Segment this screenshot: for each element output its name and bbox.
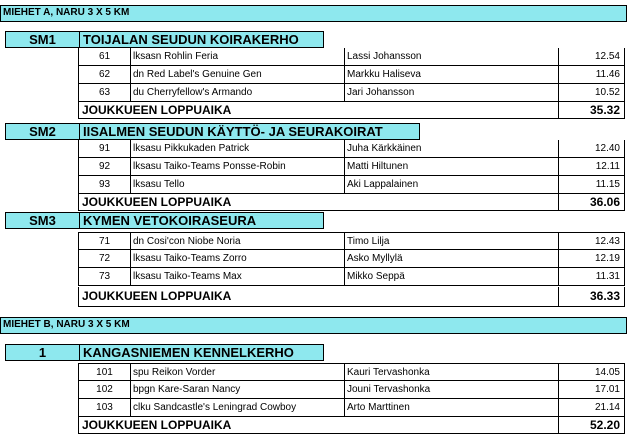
team-rank: SM3 [5, 212, 80, 229]
bib-number: 62 [78, 66, 131, 84]
leg-time: 11.31 [559, 268, 625, 286]
team-total-label: JOUKKUEEN LOPPUAIKA [78, 287, 559, 307]
team-rank: SM1 [5, 31, 80, 48]
table-row [78, 84, 625, 102]
dog-name: lksasu Taiko-Teams Ponsse-Robin [131, 158, 345, 176]
driver-name: Lassi Johansson [345, 48, 559, 66]
bib-number: 71 [78, 233, 131, 250]
table-row [78, 66, 625, 84]
team-total-label: JOUKKUEEN LOPPUAIKA [78, 194, 559, 211]
section-header [0, 5, 627, 22]
table-row [78, 250, 625, 268]
bib-number: 92 [78, 158, 131, 176]
leg-time: 12.43 [559, 233, 625, 250]
dog-name: dn Red Label's Genuine Gen [131, 66, 345, 84]
dog-name: lksasu Tello [131, 176, 345, 194]
leg-time: 12.19 [559, 250, 625, 268]
driver-name: Kauri Tervashonka [345, 364, 559, 381]
team-header [5, 344, 324, 361]
section-title: MIEHET B, NARU 3 X 5 KM [3, 319, 130, 330]
team-name: TOIJALAN SEUDUN KOIRAKERHO [80, 31, 324, 48]
team-total-label: JOUKKUEEN LOPPUAIKA [78, 417, 559, 434]
driver-name: Jari Johansson [345, 84, 559, 102]
team-total-time: 52.20 [559, 417, 625, 434]
driver-name: Markku Haliseva [345, 66, 559, 84]
dog-name: bpgn Kare-Saran Nancy [131, 381, 345, 399]
bib-number: 93 [78, 176, 131, 194]
bib-number: 103 [78, 399, 131, 417]
driver-name: Mikko Seppä [345, 268, 559, 286]
dog-name: lksasu Taiko-Teams Max [131, 268, 345, 286]
section-header [0, 317, 627, 334]
team-name: KYMEN VETOKOIRASEURA [80, 212, 324, 229]
bib-number: 101 [78, 364, 131, 381]
leg-time: 11.46 [559, 66, 625, 84]
team-total-label: JOUKKUEEN LOPPUAIKA [78, 102, 559, 119]
dog-name: lksasn Rohlin Feria [131, 48, 345, 66]
driver-name: Timo Lilja [345, 233, 559, 250]
bib-number: 73 [78, 268, 131, 286]
table-row [78, 232, 625, 250]
dog-name: clku Sandcastle's Leningrad Cowboy [131, 399, 345, 417]
bib-number: 61 [78, 48, 131, 66]
section-title: MIEHET A, NARU 3 X 5 KM [3, 7, 130, 18]
team-header [5, 123, 420, 140]
team-rank: SM2 [5, 123, 80, 140]
bib-number: 63 [78, 84, 131, 102]
team-total-time: 35.32 [559, 102, 625, 119]
team-total-time: 36.33 [559, 287, 625, 307]
team-members [78, 232, 625, 286]
team-members [78, 363, 625, 417]
team-name: IISALMEN SEUDUN KÄYTTÖ- JA SEURAKOIRAT [80, 123, 420, 140]
table-row [78, 176, 625, 194]
table-row [78, 48, 625, 66]
driver-name: Juha Kärkkäinen [345, 140, 559, 158]
team-header [5, 31, 324, 48]
dog-name: du Cherryfellow's Armando [131, 84, 345, 102]
team-total-time: 36.06 [559, 194, 625, 211]
leg-time: 10.52 [559, 84, 625, 102]
bib-number: 91 [78, 140, 131, 158]
leg-time: 12.40 [559, 140, 625, 158]
dog-name: spu Reikon Vorder [131, 364, 345, 381]
dog-name: lksasu Taiko-Teams Zorro [131, 250, 345, 268]
dog-name: dn Cosi'con Niobe Noria [131, 233, 345, 250]
leg-time: 14.05 [559, 364, 625, 381]
driver-name: Arto Marttinen [345, 399, 559, 417]
team-total-row [78, 417, 625, 434]
table-row [78, 381, 625, 399]
table-row [78, 158, 625, 176]
team-members [78, 140, 625, 194]
table-row [78, 140, 625, 158]
team-name: KANGASNIEMEN KENNELKERHO [80, 344, 324, 361]
leg-time: 21.14 [559, 399, 625, 417]
leg-time: 11.15 [559, 176, 625, 194]
leg-time: 12.11 [559, 158, 625, 176]
driver-name: Matti Hiltunen [345, 158, 559, 176]
dog-name: lksasu Pikkukaden Patrick [131, 140, 345, 158]
table-row [78, 399, 625, 417]
team-members [78, 48, 625, 102]
bib-number: 72 [78, 250, 131, 268]
bib-number: 102 [78, 381, 131, 399]
team-total-row [78, 287, 625, 307]
table-row [78, 268, 625, 286]
driver-name: Jouni Tervashonka [345, 381, 559, 399]
leg-time: 12.54 [559, 48, 625, 66]
team-total-row [78, 194, 625, 211]
team-rank: 1 [5, 344, 80, 361]
team-total-row [78, 102, 625, 119]
leg-time: 17.01 [559, 381, 625, 399]
driver-name: Asko Myllylä [345, 250, 559, 268]
team-header [5, 212, 324, 229]
table-row [78, 363, 625, 381]
driver-name: Aki Lappalainen [345, 176, 559, 194]
